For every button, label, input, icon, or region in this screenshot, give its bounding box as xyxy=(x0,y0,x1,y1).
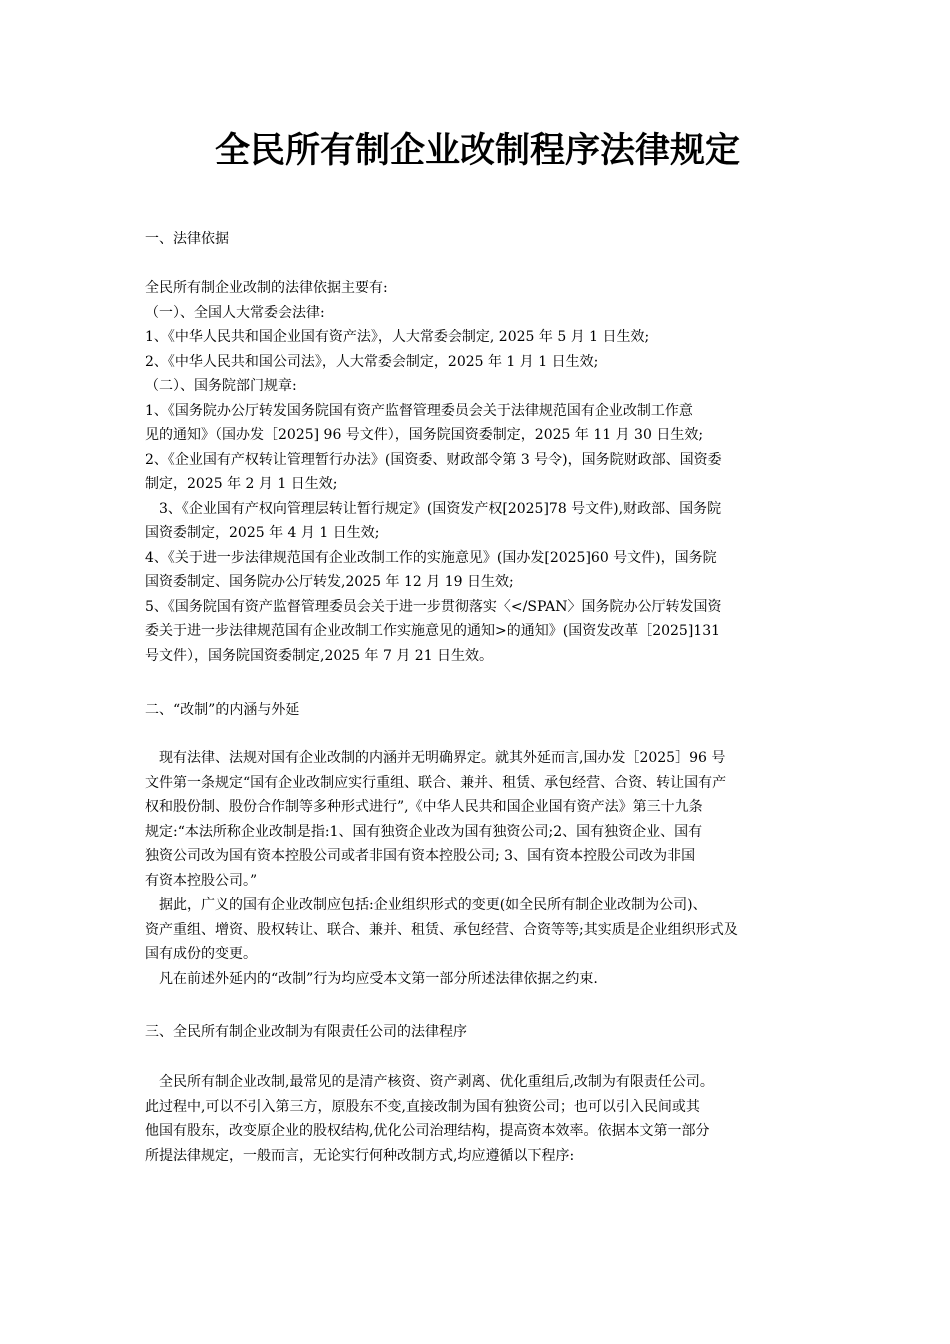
body-line: 制定，2025 年 2 月 1 日生效; xyxy=(145,476,338,492)
body-line: 资产重组、增资、股权转让、联合、兼并、租赁、承包经营、合资等等;其实质是企业组织形式及 xyxy=(145,921,738,938)
section-2-heading: 二、“改制”的内涵与外延 xyxy=(145,702,300,718)
section-2-body xyxy=(145,746,810,991)
body-line: 此过程中,可以不引入第三方，原股东不变,直接改制为国有独资公司；也可以引入民间或其 xyxy=(145,1098,700,1115)
body-line: 国资委制定、国务院办公厅转发,2025 年 12 月 19 日生效; xyxy=(145,574,514,590)
body-line: 凡在前述外延内的“改制”行为均应受本文第一部分所述法律依据之约束. xyxy=(159,970,598,987)
section-1-body xyxy=(145,276,810,668)
body-line: 现有法律、法规对国有企业改制的内涵并无明确界定。就其外延而言,国办发［2025］96 号 xyxy=(159,750,726,766)
body-line: 1、《国务院办公厅转发国务院国有资产监督管理委员会关于法律规范国有企业改制工作意 xyxy=(145,402,693,419)
body-line: 文件第一条规定“国有企业改制应实行重组、联合、兼并、租赁、承包经营、合资、转让国有产 xyxy=(145,774,727,791)
body-line: 2、《中华人民共和国公司法》，人大常委会制定，2025 年 1 月 1 日生效; xyxy=(145,353,599,370)
body-line: 2、《企业国有产权转让管理暂行办法》(国资委、财政部令第 3 号令)，国务院财政部、国资委 xyxy=(145,451,722,468)
section-3-body xyxy=(145,1070,810,1168)
body-line: 权和股份制、股份合作制等多种形式进行”,《中华人民共和国企业国有资产法》第三十九条 xyxy=(145,799,703,815)
section-1-heading: 一、法律依据 xyxy=(145,231,229,247)
body-line: 据此，广义的国有企业改制应包括:企业组织形式的变更(如全民所有制企业改制为公司)、 xyxy=(159,897,707,913)
body-line: 委关于进一步法律规范国有企业改制工作实施意见的通知>的通知》(国资发改革［2025]131 xyxy=(145,623,721,639)
body-line: 1、《中华人民共和国企业国有资产法》，人大常委会制定, 2025 年 5 月 1 日生效; xyxy=(145,329,650,345)
body-line: 全民所有制企业改制,最常见的是清产核资、资产剥离、优化重组后,改制为有限责任公司。 xyxy=(159,1074,714,1090)
body-line: （一）、全国人大常委会法律: xyxy=(145,304,325,321)
body-line: 有资本控股公司。” xyxy=(145,872,258,889)
body-line: 号文件），国务院国资委制定,2025 年 7 月 21 日生效。 xyxy=(145,647,494,664)
body-line: 规定:“本法所称企业改制是指:1、国有独资企业改为国有独资公司;2、国有独资企业、国有 xyxy=(145,823,703,840)
body-line: 所提法律规定，一般而言，无论实行何种改制方式,均应遵循以下程序: xyxy=(145,1147,575,1164)
body-line: 国有成份的变更。 xyxy=(145,946,257,962)
body-line: 他国有股东，改变原企业的股权结构,优化公司治理结构，提高资本效率。依据本文第一部分 xyxy=(145,1123,710,1139)
body-line: 3、《企业国有产权向管理层转让暂行规定》(国资发产权[2025]78 号文件),财政部、国务院 xyxy=(159,500,722,517)
body-line: 全民所有制企业改制的法律依据主要有: xyxy=(145,280,388,296)
document-title: 全民所有制企业改制程序法律规定 xyxy=(214,131,740,171)
body-line: 见的通知》（国办发［2025] 96 号文件），国务院国资委制定，2025 年 11 月 30 日生效; xyxy=(145,427,704,443)
body-line: 4、《关于进一步法律规范国有企业改制工作的实施意见》(国办发[2025]60 号文件)，国务院 xyxy=(145,549,717,566)
body-line: 独资公司改为国有资本控股公司或者非国有资本控股公司; 3、国有资本控股公司改为非国 xyxy=(145,848,696,864)
section-3-heading: 三、全民所有制企业改制为有限责任公司的法律程序 xyxy=(145,1024,467,1040)
body-line: 国资委制定，2025 年 4 月 1 日生效; xyxy=(145,525,380,541)
body-line: 5、《国务院国有资产监督管理委员会关于进一步贯彻落实〈</SPAN〉国务院办公厅转发国资 xyxy=(145,598,722,615)
body-line: （二）、国务院部门规章: xyxy=(145,378,297,394)
